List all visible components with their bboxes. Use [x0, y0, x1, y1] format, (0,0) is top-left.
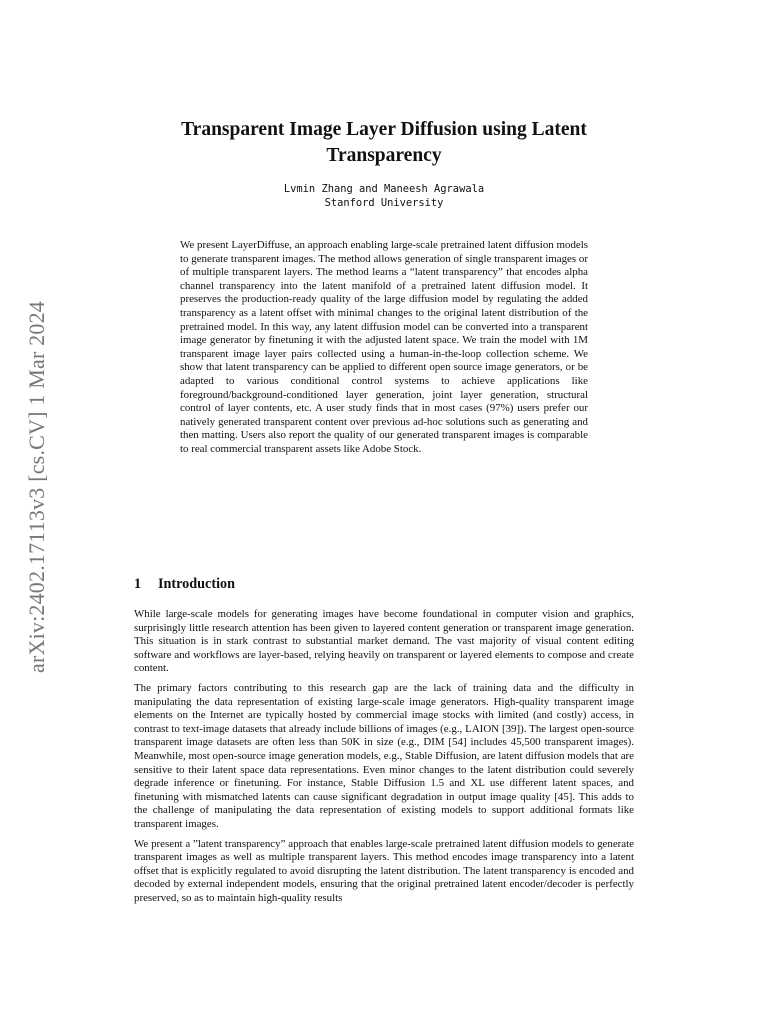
paragraph: The primary factors contributing to this research gap are the lack of training data and the difficulty in manipulating the data representation of existing large-scale image generators. High-quality transparent image elements on the Internet are typically hosted by commercial image stocks with limited (and costly) access, in contrast to text-image datasets that already include billions of images (e.g., LAION [39]). The largest open-source transparent image datasets are often less than 50K in size (e.g., DIM [54] includes 45,500 transparent images). Meanwhile, most open-source image generation models, e.g., Stable Diffusion, are latent diffusion models that are sensitive to their latent space data representations. Even minor changes to the latent distribution could severely degrade inference or finetuning. For instance, Stable Diffusion 1.5 and XL use different latent spaces, and finetuning with mismatched latents can cause significant degradation in output image quality [45]. This adds to the challenge of manipulating the data representation of existing models to support additional formats like transparent images. — [134, 681, 634, 830]
section-number: 1 — [134, 576, 142, 592]
author-names: Lvmin Zhang and Maneesh Agrawala — [283, 183, 485, 195]
paper-title: Transparent Image Layer Diffusion using Latent Transparency — [181, 119, 587, 167]
section-heading — [134, 576, 235, 593]
author-block — [134, 182, 634, 210]
arxiv-identifier: arXiv:2402.17113v3 [cs.CV] 1 Mar 2024 — [24, 301, 49, 673]
author-affiliation: Stanford University — [324, 197, 444, 209]
introduction-body — [134, 608, 634, 911]
section-title: Introduction — [158, 576, 235, 592]
paragraph: We present a ”latent transparency” approach that enables large-scale pretrained latent diffusion models to generate transparent images as well as multiple transparent layers. This method encodes image transparency into a latent offset that is explicitly regulated to avoid disrupting the latent distribution. The latent transparency is encoded and decoded by external independent models, ensuring that the original pretrained latent encoder/decoder is perfectly preserved, so as to maintain high-quality results — [134, 837, 634, 904]
abstract-text: We present LayerDiffuse, an approach enabling large-scale pretrained latent diffusion models to generate transparent images. The method allows generation of single transparent images or of multiple transparent layers. The method learns a “latent transparency” that encodes alpha channel transparency into the latent manifold of a pretrained latent diffusion model. It preserves the production-ready quality of the large diffusion model by regulating the added transparency as a latent offset with minimal changes to the original latent distribution of the pretrained model. In this way, any latent diffusion model can be converted into a transparent image generator by finetuning it with the adjusted latent space. We train the model with 1M transparent image layer pairs collected using a human-in-the-loop collection scheme. We show that latent transparency can be applied to different open source image generators, or be adapted to various conditional control systems to achieve applications like foreground/background-conditioned layer generation, joint layer generation, structural control of layer contents, etc. A user study finds that in most cases (97%) users prefer our natively generated transparent content over previous ad-hoc solutions such as generating and then matting. Users also report the quality of our generated transparent images is comparable to real commercial transparent assets like Adobe Stock. — [180, 239, 588, 455]
paragraph: While large-scale models for generating images have become foundational in computer vision and graphics, surprisingly little research attention has been given to layered content generation or transparent image generation. This situation is in stark contrast to substantial market demand. The vast majority of visual content editing software and workflows are layer-based, relying heavily on transparent or layered elements to compose and create content. — [134, 608, 634, 675]
